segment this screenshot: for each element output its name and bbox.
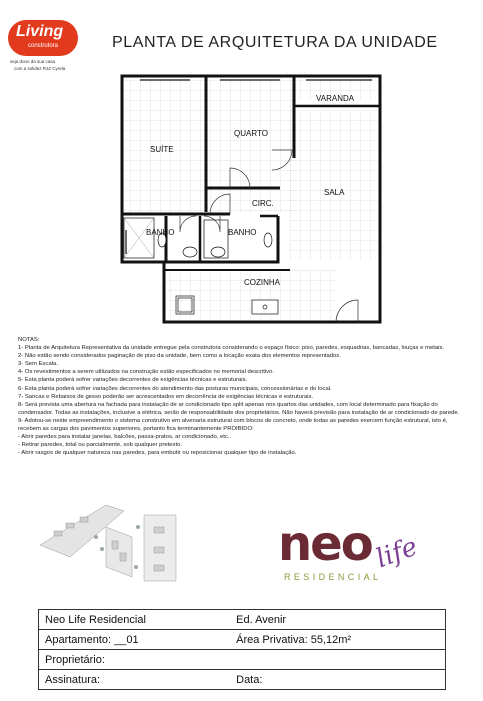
signature-field[interactable]: Assinatura:: [39, 670, 231, 690]
label-banho-1: BANHO: [146, 228, 175, 237]
note-item: 9- Adotou-se neste empreendimento o sistema construtivo em alvenaria estrutural com blocos de concreto, onde todas as paredes exercem função estrutural, isto é, recebem as cargas dos pavimentos superiores, portanto fica terminantemente PROIBIDO:: [18, 417, 448, 433]
site-building: [66, 523, 74, 528]
life-wordmark: life: [372, 531, 422, 575]
site-building: [80, 517, 88, 522]
kitchen-drain: [263, 305, 267, 309]
note-item: 3- Sem Escala.: [18, 361, 58, 368]
note-item: 4- Os revestimentos a serem utilizados na construção estão especificados no memorial descritivo.: [18, 369, 275, 376]
site-building: [154, 527, 164, 533]
neo-wordmark: neo: [278, 516, 372, 572]
owner-field[interactable]: Proprietário:: [39, 650, 446, 670]
project-name: Neo Life Residencial: [39, 610, 231, 630]
logo-brand: Living: [16, 23, 64, 40]
door-entrada: [336, 300, 358, 322]
notes-block: [18, 336, 470, 457]
site-building: [154, 565, 164, 571]
site-tree: [94, 535, 98, 539]
unit-info-table: [38, 609, 446, 690]
apartment-number: Apartamento: __01: [39, 630, 231, 650]
site-building: [112, 541, 118, 549]
door-banho-2: [204, 216, 220, 232]
neo-life-logo: [278, 516, 448, 587]
note-item: 2- Não estão sendo considerados paginação de piso da unidade, bem como a locação exata dos elementos representados.: [18, 353, 341, 360]
label-varanda: VARANDA: [316, 94, 355, 103]
site-building: [154, 547, 164, 553]
note-item: - Abrir rasgos de qualquer natureza nas paredes, para embutir ou reposicionar qualquer tipo de instalação.: [18, 450, 297, 457]
note-item: 8- Será prevista uma abertura na fachada para instalação de ar condicionado tipo split apenas nos quartos das unidades, com local determinado para fixação do condensador. Todas as instalações, inclusive a elétrica, serão de responsabilidade dos proprietários. Não haverá previsão para instalação de ar condicionado de parede.: [18, 401, 460, 416]
site-tree: [136, 525, 140, 529]
date-field[interactable]: Data:: [230, 670, 445, 690]
toilet-2: [264, 233, 272, 247]
table-row: [39, 670, 446, 690]
table-row: [39, 630, 446, 650]
shower-1-drain: [124, 218, 154, 258]
sink-1: [183, 247, 197, 257]
note-item: 6- Esta planta poderá sofrer variações decorrentes do atendimento das posturas municipais, concessionárias e do local.: [18, 385, 332, 392]
site-plan-thumbnail: [36, 497, 184, 585]
table-row: [39, 650, 446, 670]
page-title: PLANTA DE ARQUITETURA DA UNIDADE: [112, 34, 438, 51]
label-sala: SALA: [324, 188, 345, 197]
tile-sala: [290, 110, 378, 260]
private-area: Área Privativa: 55,12m²: [230, 630, 445, 650]
label-circ: CIRC.: [252, 199, 274, 208]
logo-tagline-2: com a solidez RJZ Cyrela: [14, 66, 66, 71]
notes-title: NOTAS:: [18, 337, 40, 343]
table-row: [39, 610, 446, 630]
label-quarto: QUARTO: [234, 129, 268, 138]
logo-tagline-1: seja dono da sua casa: [10, 59, 56, 64]
label-suite: SUÍTE: [150, 145, 174, 154]
label-banho-2: BANHO: [228, 228, 257, 237]
residencial-wordmark: RESIDENCIAL: [284, 572, 382, 582]
note-item: 1- Planta de Arquitetura Representativa da unidade entregue pela construtora considerando o espaço físico: piso, paredes, esquadrias, bancadas, louças e metais.: [18, 345, 445, 352]
note-item: - Abrir paredes para instalar janelas, balcões, passa-pratos, ar condicionado, etc..: [18, 434, 232, 441]
sink-2: [211, 247, 225, 257]
door-banho-1: [180, 216, 196, 232]
label-cozinha: COZINHA: [244, 278, 280, 287]
building-name: Ed. Avenir: [230, 610, 445, 630]
note-item: - Retirar paredes, total ou parcialmente, sob qualquer pretexto.: [18, 442, 183, 449]
site-building: [54, 531, 62, 536]
floor-plan: [110, 70, 382, 325]
note-item: 5- Esta planta poderá sofrer variações decorrentes de exigências técnicas e estruturais.: [18, 377, 248, 384]
living-logo: [6, 18, 84, 76]
note-item: 7- Sancas e Rebaixos de gesso poderão ser acrescentados em decorrência de exigências técnicas e estruturais.: [18, 393, 314, 400]
site-tree: [134, 565, 138, 569]
logo-sub: construtora: [28, 43, 59, 49]
site-building: [120, 553, 126, 561]
site-tree: [100, 547, 104, 551]
